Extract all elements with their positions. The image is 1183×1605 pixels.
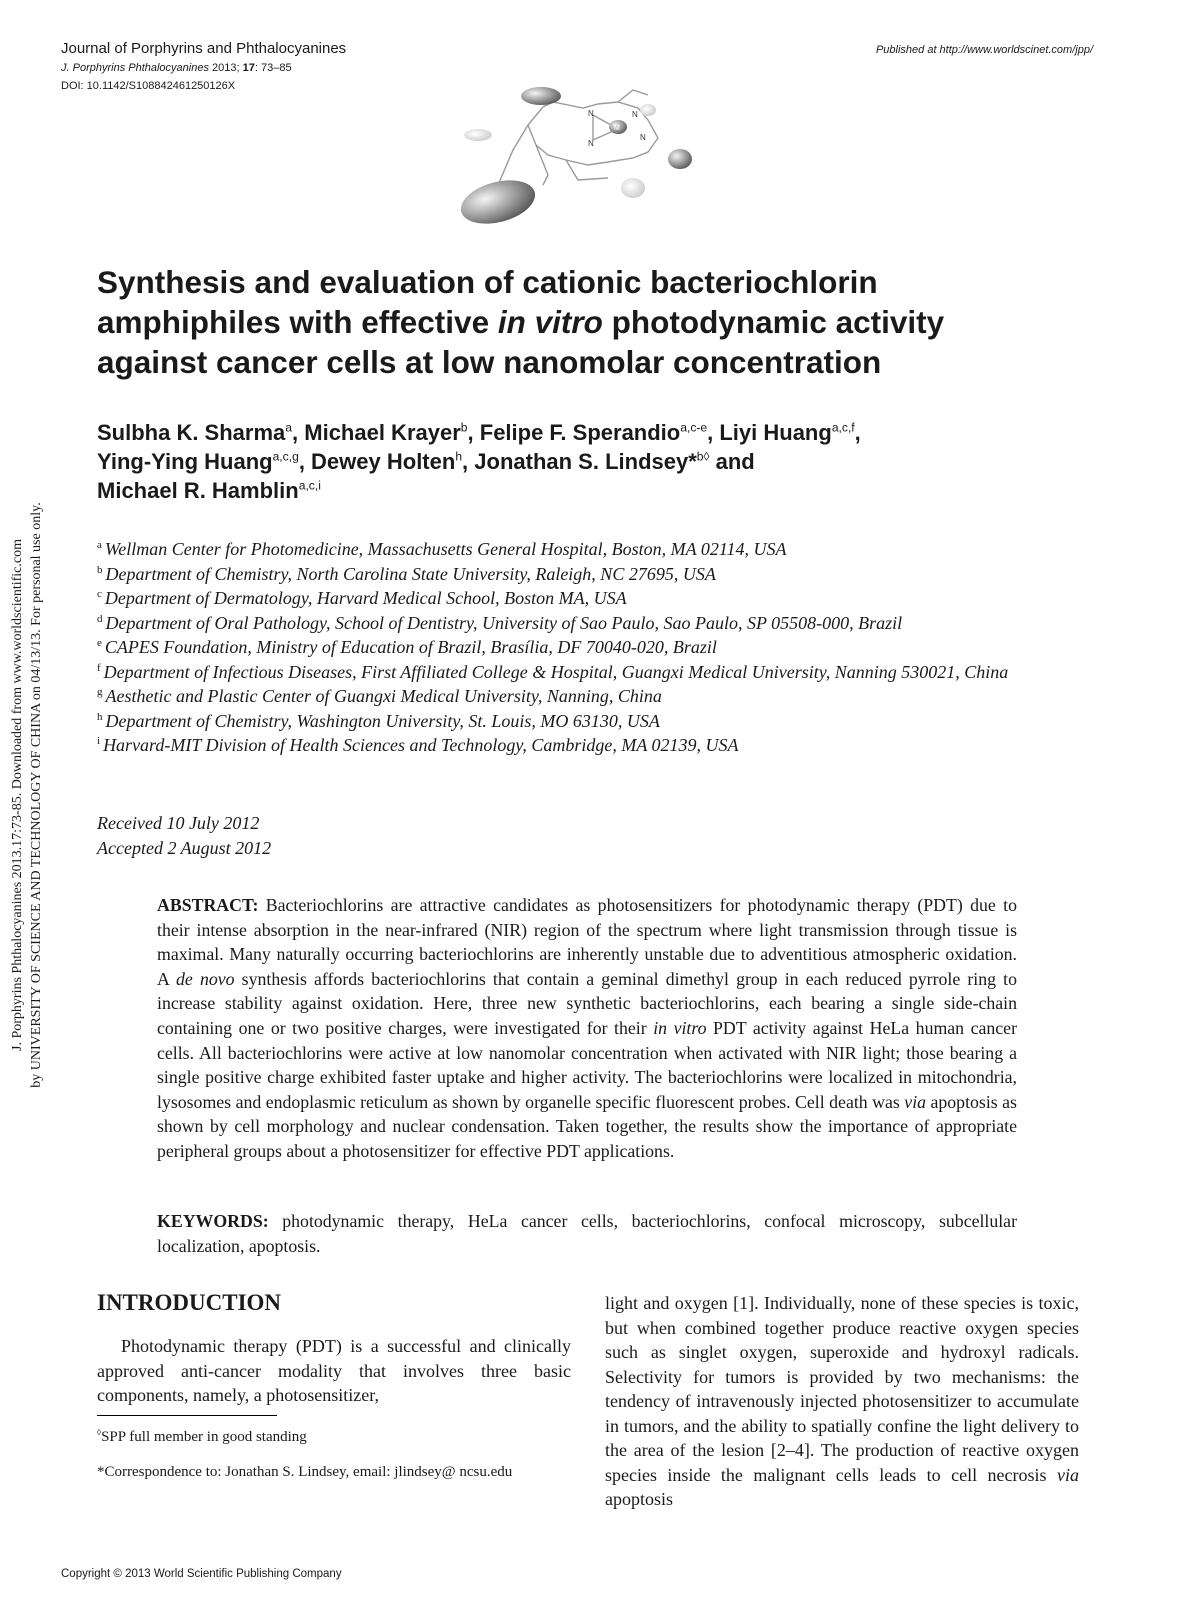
affiliation: $^e$ CAPES Foundation, Ministry of Education of Brazil, Brasília, DF 70040-020, Brazil [97,637,717,657]
download-watermark: J. Porphyrins Phthalocyanines 2013.17:73-85. Downloaded from www.worldscientific.com by UNIVERSITY OF SCIENCE AND TECHNOLOGY OF CHINA on 04/13/13. For personal use only. [10,502,44,1088]
atom-ball [521,87,561,105]
accepted-date: Accepted 2 August 2012 [97,837,272,858]
metal-label: M [614,125,620,132]
author: Michael R. Hamblin$^{a,c,i}$ [97,478,321,503]
doi[interactable]: DOI: 10.1142/S108842461250126X [61,80,236,92]
journal-citation: J. Porphyrins Phthalocyanines 2013; 17: 73–85 [61,62,292,74]
author: Sulbha K. Sharma$^a$, [97,420,305,445]
section-heading: INTRODUCTION [97,1290,282,1315]
title-line: against cancer cells at low nanomolar concentration [97,344,882,380]
paper-title [97,262,1077,382]
paragraph: Photodynamic therapy (PDT) is a successful and clinically approved anti-cancer modality that involves three basic components, namely, a photosensitizer, [97,1336,571,1405]
title-line: amphiphiles with effective in vitro photodynamic activity [97,304,945,340]
author: Ying-Ying Huang$^{a,c,g}$, [97,449,312,474]
body-column-right [605,1291,1079,1512]
published-url[interactable]: Published at http://www.worldscinet.com/jpp/ [875,44,1093,56]
nitrogen-label: N [588,139,594,148]
body-column-left [97,1334,571,1408]
affiliation: $^i$ Harvard-MIT Division of Health Sciences and Technology, Cambridge, MA 02139, USA [97,735,739,755]
affiliation: $^a$ Wellman Center for Photomedicine, Massachusetts General Hospital, Boston, MA 02114, USA [97,539,787,559]
author-list [97,418,1077,505]
journal-name: Journal of Porphyrins and Phthalocyanines [61,40,347,57]
nitrogen-label: N [640,133,646,142]
nitrogen-label: N [632,110,638,119]
affiliation: $^c$ Department of Dermatology, Harvard Medical School, Boston MA, USA [97,588,627,608]
affiliation: $^d$ Department of Oral Pathology, School of Dentistry, University of Sao Paulo, Sao Paulo, SP 05508-000, Brazil [97,612,903,633]
porphyrin-logo [458,80,708,230]
author: Dewey Holten$^h$, [311,449,475,474]
dates [97,811,271,860]
footnote-rule [97,1415,277,1416]
abstract: ABSTRACT: Bacteriochlorins are attractive candidates as photosensitizers for photodynamic therapy (PDT) due to their intense absorption in the near-infrared (NIR) region of the spectrum where light transmission through tissue is maximal. Many naturally occurring bacteriochlorins are inherently unstable due to adventitious atmospheric oxidation. A de novo synthesis affords bacteriochlorins that contain a geminal dimethyl group in each reduced pyrrole ring to increase stability against oxidation. Here, three new synthetic bacteriochlorins, each bearing a single side-chain containing one or two positive charges, were investigated for their in vitro PDT activity against HeLa human cancer cells. All bacteriochlorins were active at low nanomolar concentration when activated with NIR light; those bearing a single positive charge exhibited faster uptake and higher activity. The bacteriochlorins were localized in mitochondria, lysosomes and endoplasmic reticulum as shown by organelle specific fluorescent probes. Cell death was via apoptosis as shown by cell morphology and nuclear condensation. Taken together, the results show the importance of appropriate peripheral groups about a photosensitizer for effective PDT applications. [157,895,1017,1161]
author: Jonathan S. Lindsey*$^{b◊}$ and [474,449,755,474]
paragraph: light and oxygen [1]. Individually, none of these species is toxic, but when combined together produce reactive oxygen species such as singlet oxygen, superoxide and hydroxyl radicals. Selectivity for tumors is provided by two mechanisms: the tendency of intravenously injected photosensitizer to accumulate in tumors, and the ability to spatially confine the light delivery to the area of the lesion [2–4]. The production of reactive oxygen species inside the malignant cells leads to cell necrosis via apoptosis [605,1293,1079,1509]
author: Liyi Huang$^{a,c,f}$, [719,420,861,445]
received-date: Received 10 July 2012 [97,813,260,833]
keywords: KEYWORDS: photodynamic therapy, HeLa cancer cells, bacteriochlorins, confocal microscopy, subcellular localization, apoptosis. [157,1211,1017,1256]
abstract-label: ABSTRACT: [157,895,259,915]
affiliation: $^g$ Aesthetic and Plastic Center of Guangxi Medical University, Nanning, China [97,686,662,706]
affiliation: $^h$ Department of Chemistry, Washington University, St. Louis, MO 63130, USA [97,710,660,731]
copyright: Copyright © 2013 World Scientific Publishing Company [61,1568,342,1580]
affiliation: $^b$ Department of Chemistry, North Carolina State University, Raleigh, NC 27695, USA [97,563,716,584]
author: Michael Krayer$^b$, [304,420,480,445]
affiliation: $^f$ Department of Infectious Diseases, First Affiliated College & Hospital, Guangxi Medical University, Nanning 530021, China [97,661,1009,682]
footnote: ◊SPP full member in good standing [97,1428,307,1445]
footnote-correspondence: *Correspondence to: Jonathan S. Lindsey, email: jlindsey@ ncsu.edu [97,1464,513,1480]
keywords-label: KEYWORDS: [157,1211,269,1231]
title-line: Synthesis and evaluation of cationic bacteriochlorin [97,264,878,300]
nitrogen-label: N [588,109,594,118]
author: Felipe F. Sperandio$^{a,c-e}$, [479,420,720,445]
affiliations [97,537,1097,758]
